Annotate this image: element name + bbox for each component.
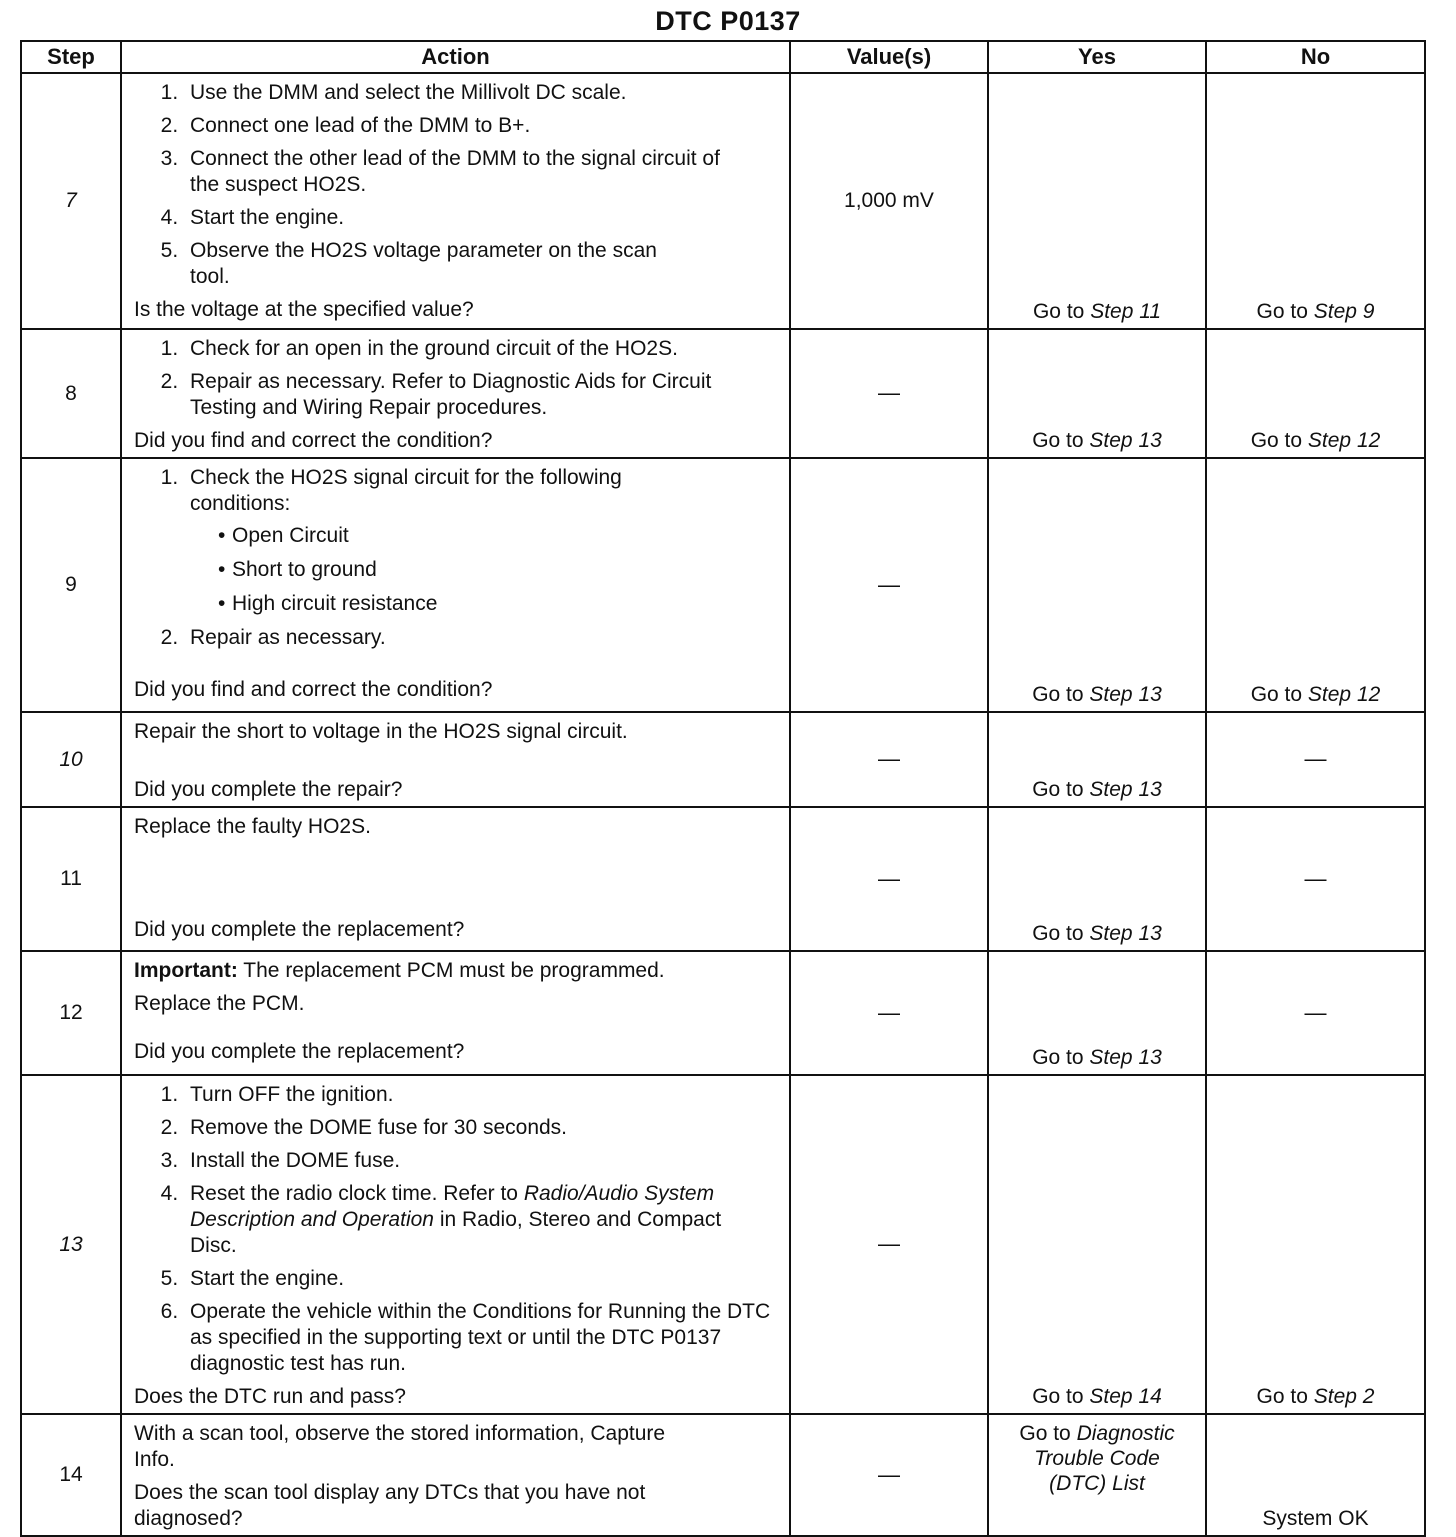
no-cell [1206,458,1425,712]
dash: — [1304,999,1327,1025]
dash: — [1304,746,1327,771]
goto-label: Go to [1032,922,1084,945]
header-action: Action [121,41,790,73]
dash: — [878,1461,900,1487]
action-text: Replace the PCM. [134,992,305,1015]
step-number: 13 [21,1075,121,1414]
header-values: Value(s) [790,41,988,73]
table-row [21,458,1425,712]
table-row [21,329,1425,458]
goto-step: Step 11 [1090,300,1162,323]
question: Does the scan tool display any DTCs that you have not diagnosed? [134,1481,646,1530]
action-item: 2. Remove the DOME fuse for 30 seconds. [184,1115,781,1141]
list-item: • High circuit resistance [218,591,721,617]
no-cell [1206,329,1425,458]
list-item: • Short to ground [218,557,721,583]
yes-cell [988,807,1206,951]
step-number: 10 [21,712,121,807]
yes-cell [988,329,1206,458]
action-cell [121,329,790,458]
page-title: DTC P0137 [655,6,801,36]
step-number: 14 [21,1414,121,1536]
goto-step: Step 9 [1313,300,1375,323]
goto-label: Go to [1032,1385,1084,1408]
step-number: 8 [21,329,121,458]
action-text: Reset the radio clock time. Refer to [190,1182,518,1205]
dash: — [878,999,900,1025]
goto-label: Go to [1032,683,1084,706]
no-cell [1206,1075,1425,1414]
action-text: Check the HO2S signal circuit for the following conditions: [190,466,622,515]
action-item: 5. Observe the HO2S voltage parameter on the scan tool. [184,238,781,290]
action-item: 5. Start the engine. [184,1266,781,1292]
dash: — [878,380,900,405]
header-step: Step [21,41,121,73]
important-label: Important: [134,959,238,982]
action-cell [121,712,790,807]
goto-label: Go to [1032,778,1084,801]
question: Did you complete the replacement? [134,918,465,941]
goto-label: Go to [1019,1422,1071,1445]
no-cell [1206,73,1425,329]
question: Did you complete the replacement? [134,1040,465,1063]
action-item: 2. Repair as necessary. Refer to Diagnostic Aids for Circuit Testing and Wiring Repair procedures. [184,369,781,421]
goto-label: Go to [1250,429,1303,452]
action-item: 3. Install the DOME fuse. [184,1148,781,1174]
action-item: 4. Start the engine. [184,205,781,231]
dash: — [878,1231,900,1256]
action-text: With a scan tool, observe the stored information, Capture Info. [134,1422,666,1471]
table-row [21,807,1425,951]
action-cell [121,458,790,712]
goto-step: Step 13 [1089,778,1162,801]
diagnostic-table [20,40,1426,1537]
action-cell [121,1075,790,1414]
dash: — [878,746,900,771]
value-cell [790,712,988,807]
yes-cell [988,458,1206,712]
action-item: 3. Connect the other lead of the DMM to the signal circuit of the suspect HO2S. [184,146,781,198]
goto-step: Step 13 [1089,683,1162,706]
goto-label: Go to [1250,683,1303,706]
document-reference: Radio/Audio System Description and Operation [190,1182,715,1231]
action-cell [121,807,790,951]
goto-step: Step 12 [1307,683,1381,706]
goto-label: Go to [1032,300,1085,323]
goto-step: Step 13 [1089,922,1162,945]
question: Is the voltage at the specified value? [134,298,474,321]
yes-cell [988,712,1206,807]
value-cell [790,951,988,1075]
step-number: 9 [21,458,121,712]
header-no: No [1206,41,1425,73]
table-row [21,951,1425,1075]
action-item: 2. Connect one lead of the DMM to B+. [184,113,781,139]
header-yes: Yes [988,41,1206,73]
action-cell [121,73,790,329]
step-number: 7 [21,73,121,329]
yes-cell [988,1075,1206,1414]
table-row [21,1414,1425,1536]
no-cell [1206,807,1425,951]
action-item: 2. Repair as necessary. [184,625,781,651]
action-item: 1. Use the DMM and select the Millivolt DC scale. [184,80,781,106]
action-item: 1. Turn OFF the ignition. [184,1082,781,1108]
dash: — [878,865,900,891]
question: Did you complete the repair? [134,778,403,801]
action-item: 1. Check for an open in the ground circuit of the HO2S. [184,336,781,362]
goto-reference: Diagnostic Trouble Code (DTC) List [1034,1422,1175,1495]
list-item: • Open Circuit [218,523,721,549]
action-text: Replace the faulty HO2S. [134,815,371,838]
action-cell [121,951,790,1075]
action-text: in Radio, Stereo and Compact Disc. [190,1208,722,1257]
goto-label: Go to [1256,300,1308,323]
value-cell: 1,000 mV [790,73,988,329]
table-row [21,712,1425,807]
table-row [21,73,1425,329]
action-item [184,1181,781,1259]
goto-step: Step 13 [1089,1046,1162,1069]
value-cell [790,807,988,951]
step-number: 12 [21,951,121,1075]
action-item [184,465,781,617]
action-item: 6. Operate the vehicle within the Conditions for Running the DTC as specified in the supporting text or until the DTC P0137 diagnostic test has run. [184,1299,781,1377]
goto-step: Step 2 [1313,1385,1375,1408]
dash: — [878,571,900,597]
value-cell [790,1075,988,1414]
value-cell [790,458,988,712]
important-note [134,958,781,984]
no-cell: System OK [1206,1414,1425,1536]
goto-label: Go to [1256,1385,1308,1408]
action-cell [121,1414,790,1536]
value-cell [790,329,988,458]
no-cell [1206,951,1425,1075]
yes-cell [988,951,1206,1075]
action-text: Repair the short to voltage in the HO2S signal circuit. [134,720,628,743]
question: Does the DTC run and pass? [134,1385,406,1408]
goto-step: Step 14 [1089,1385,1162,1408]
table-row [21,1075,1425,1414]
yes-cell [988,73,1206,329]
question: Did you find and correct the condition? [134,429,493,452]
yes-cell [988,1414,1206,1536]
question: Did you find and correct the condition? [134,678,493,701]
goto-step: Step 12 [1307,429,1381,452]
goto-label: Go to [1032,1046,1084,1069]
dash: — [1304,865,1327,891]
value-cell [790,1414,988,1536]
no-cell [1206,712,1425,807]
step-number: 11 [21,807,121,951]
table-header-row [21,41,1425,73]
condition-list [190,523,721,617]
important-text: The replacement PCM must be programmed. [243,959,665,982]
goto-label: Go to [1032,429,1084,452]
goto-step: Step 13 [1089,429,1162,452]
